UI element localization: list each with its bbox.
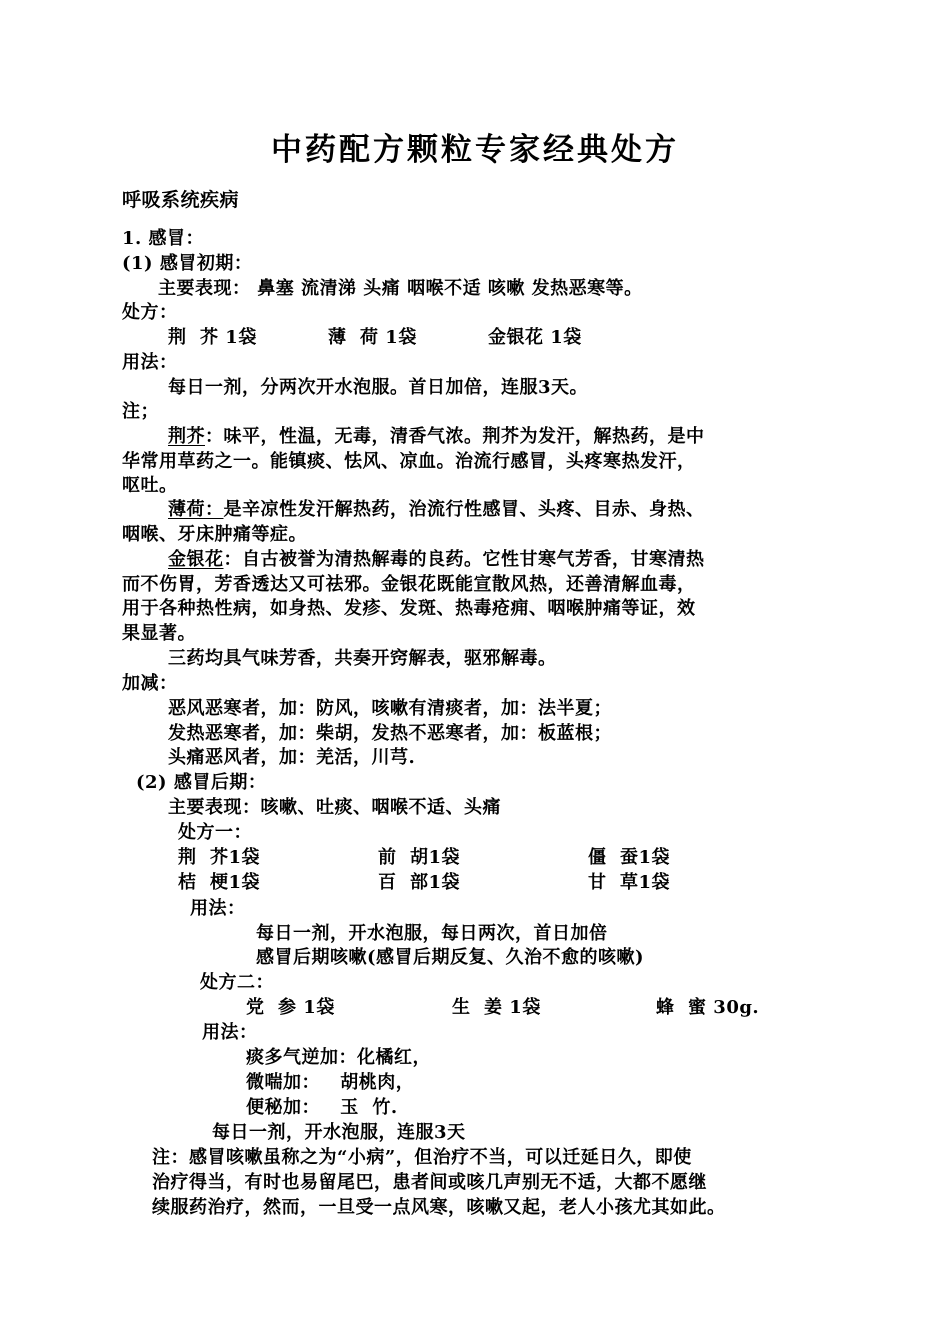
page-title: 中药配方颗粒专家经典处方 xyxy=(271,132,679,168)
note-jingjie-line: 华常用草药之一。能镇痰、怯风、凉血。治流行感冒，头疼寒热发汗， xyxy=(122,451,696,472)
note-jinyinhua-line: 用于各种热性病，如身热、发疹、发斑、热毒疮痈、咽喉肿痛等证，效 xyxy=(122,598,696,619)
note-jinyinhua-line: 而不伤胃，芳香透达又可祛邪。金银花既能宣散风热，还善清解血毒， xyxy=(122,574,696,595)
stage2-note-line: 治疗得当，有时也易留尾巴，患者间或咳几声别无不适，大都不愿继 xyxy=(152,1172,707,1193)
stage1-rx-item: 荆 芥 1袋 xyxy=(168,327,257,348)
stage2-rx2-item: 蜂 蜜 30g. xyxy=(656,997,760,1018)
herb-name-jingjie: 荆芥 xyxy=(168,426,205,447)
disease-heading: 1. 感冒： xyxy=(122,228,205,249)
stage2-rx1-item: 甘 草1袋 xyxy=(588,872,671,893)
stage2-usage1-label: 用法： xyxy=(190,898,246,919)
stage1-rx-item: 薄 荷 1袋 xyxy=(328,327,417,348)
note-jingjie-line: 荆芥：味平，性温，无毒，清香气浓。荆芥为发汗，解热药，是中 xyxy=(168,426,705,447)
stage1-mod: 头痛恶风者，加：羌活，川芎. xyxy=(168,747,416,768)
stage1-usage-label: 用法： xyxy=(122,352,178,373)
stage2-usage2-label: 用法： xyxy=(202,1022,258,1043)
stage1-usage: 每日一剂，分两次开水泡服。首日加倍，连服3天。 xyxy=(168,377,589,398)
stage1-summary: 三药均具气味芳香，共奏开窍解表，驱邪解毒。 xyxy=(168,648,557,669)
stage2-note-line: 注：感冒咳嗽虽称之为“小病”，但治疗不当，可以迁延日久，即使 xyxy=(152,1147,692,1168)
stage2-symptoms: 主要表现：咳嗽、吐痰、咽喉不适、头痛 xyxy=(168,797,501,818)
stage1-rx-label: 处方： xyxy=(122,302,178,323)
stage2-rx1-item: 桔 梗1袋 xyxy=(178,872,261,893)
stage1-mod: 发热恶寒者，加：柴胡，发热不恶寒者，加：板蓝根； xyxy=(168,723,612,744)
stage2-rx2-item: 生 姜 1袋 xyxy=(452,997,541,1018)
stage1-mod: 恶风恶寒者，加：防风，咳嗽有清痰者，加：法半夏； xyxy=(168,698,612,719)
stage2-usage1: 每日一剂，开水泡服，每日两次，首日加倍 xyxy=(256,923,608,944)
herb-name-jinyinhua: 金银花 xyxy=(168,549,224,570)
stage2-cough-line: 感冒后期咳嗽(感冒后期反复、久治不愈的咳嗽) xyxy=(256,947,645,968)
stage2-usage2: 每日一剂，开水泡服，连服3天 xyxy=(212,1122,466,1143)
stage1-note-label: 注； xyxy=(122,401,159,422)
stage2-rx1-item: 荆 芥1袋 xyxy=(178,847,261,868)
stage2-note-line: 续服药治疗，然而，一旦受一点风寒，咳嗽又起，老人小孩尤其如此。 xyxy=(152,1197,726,1218)
note-jinyinhua-line: 果显著。 xyxy=(122,623,196,644)
stage2-rx2-item: 党 参 1袋 xyxy=(246,997,335,1018)
section-heading: 呼吸系统疾病 xyxy=(122,189,240,211)
note-jingjie-line: 呕吐。 xyxy=(122,475,178,496)
stage2-rx1-item: 百 部1袋 xyxy=(378,872,461,893)
stage2-rx2-label: 处方二： xyxy=(200,972,274,993)
stage1-rx-item: 金银花 1袋 xyxy=(488,327,582,348)
stage2-usage2-mod: 便秘加： 玉 竹. xyxy=(246,1097,398,1118)
note-bohe-line: 薄荷：是辛凉性发汗解热药，治流行性感冒、头疼、目赤、身热、 xyxy=(168,499,705,520)
stage2-rx1-item: 僵 蚕1袋 xyxy=(588,847,671,868)
stage2-rx1-label: 处方一： xyxy=(178,822,252,843)
herb-name-bohe: 薄荷： xyxy=(168,499,224,520)
stage1-heading: (1) 感冒初期： xyxy=(122,253,253,274)
stage1-mod-label: 加减： xyxy=(122,673,178,694)
stage2-heading: (2) 感冒后期： xyxy=(136,772,267,793)
stage2-rx1-item: 前 胡1袋 xyxy=(378,847,461,868)
stage1-symptoms: 主要表现： 鼻塞 流清涕 头痛 咽喉不适 咳嗽 发热恶寒等。 xyxy=(158,278,643,299)
note-jinyinhua-line: 金银花：自古被誉为清热解毒的良药。它性甘寒气芳香，甘寒清热 xyxy=(168,549,705,570)
note-bohe-line: 咽喉、牙床肿痛等症。 xyxy=(122,524,307,545)
stage2-usage2-mod: 痰多气逆加：化橘红， xyxy=(246,1047,431,1068)
stage2-usage2-mod: 微喘加： 胡桃肉， xyxy=(246,1072,415,1093)
